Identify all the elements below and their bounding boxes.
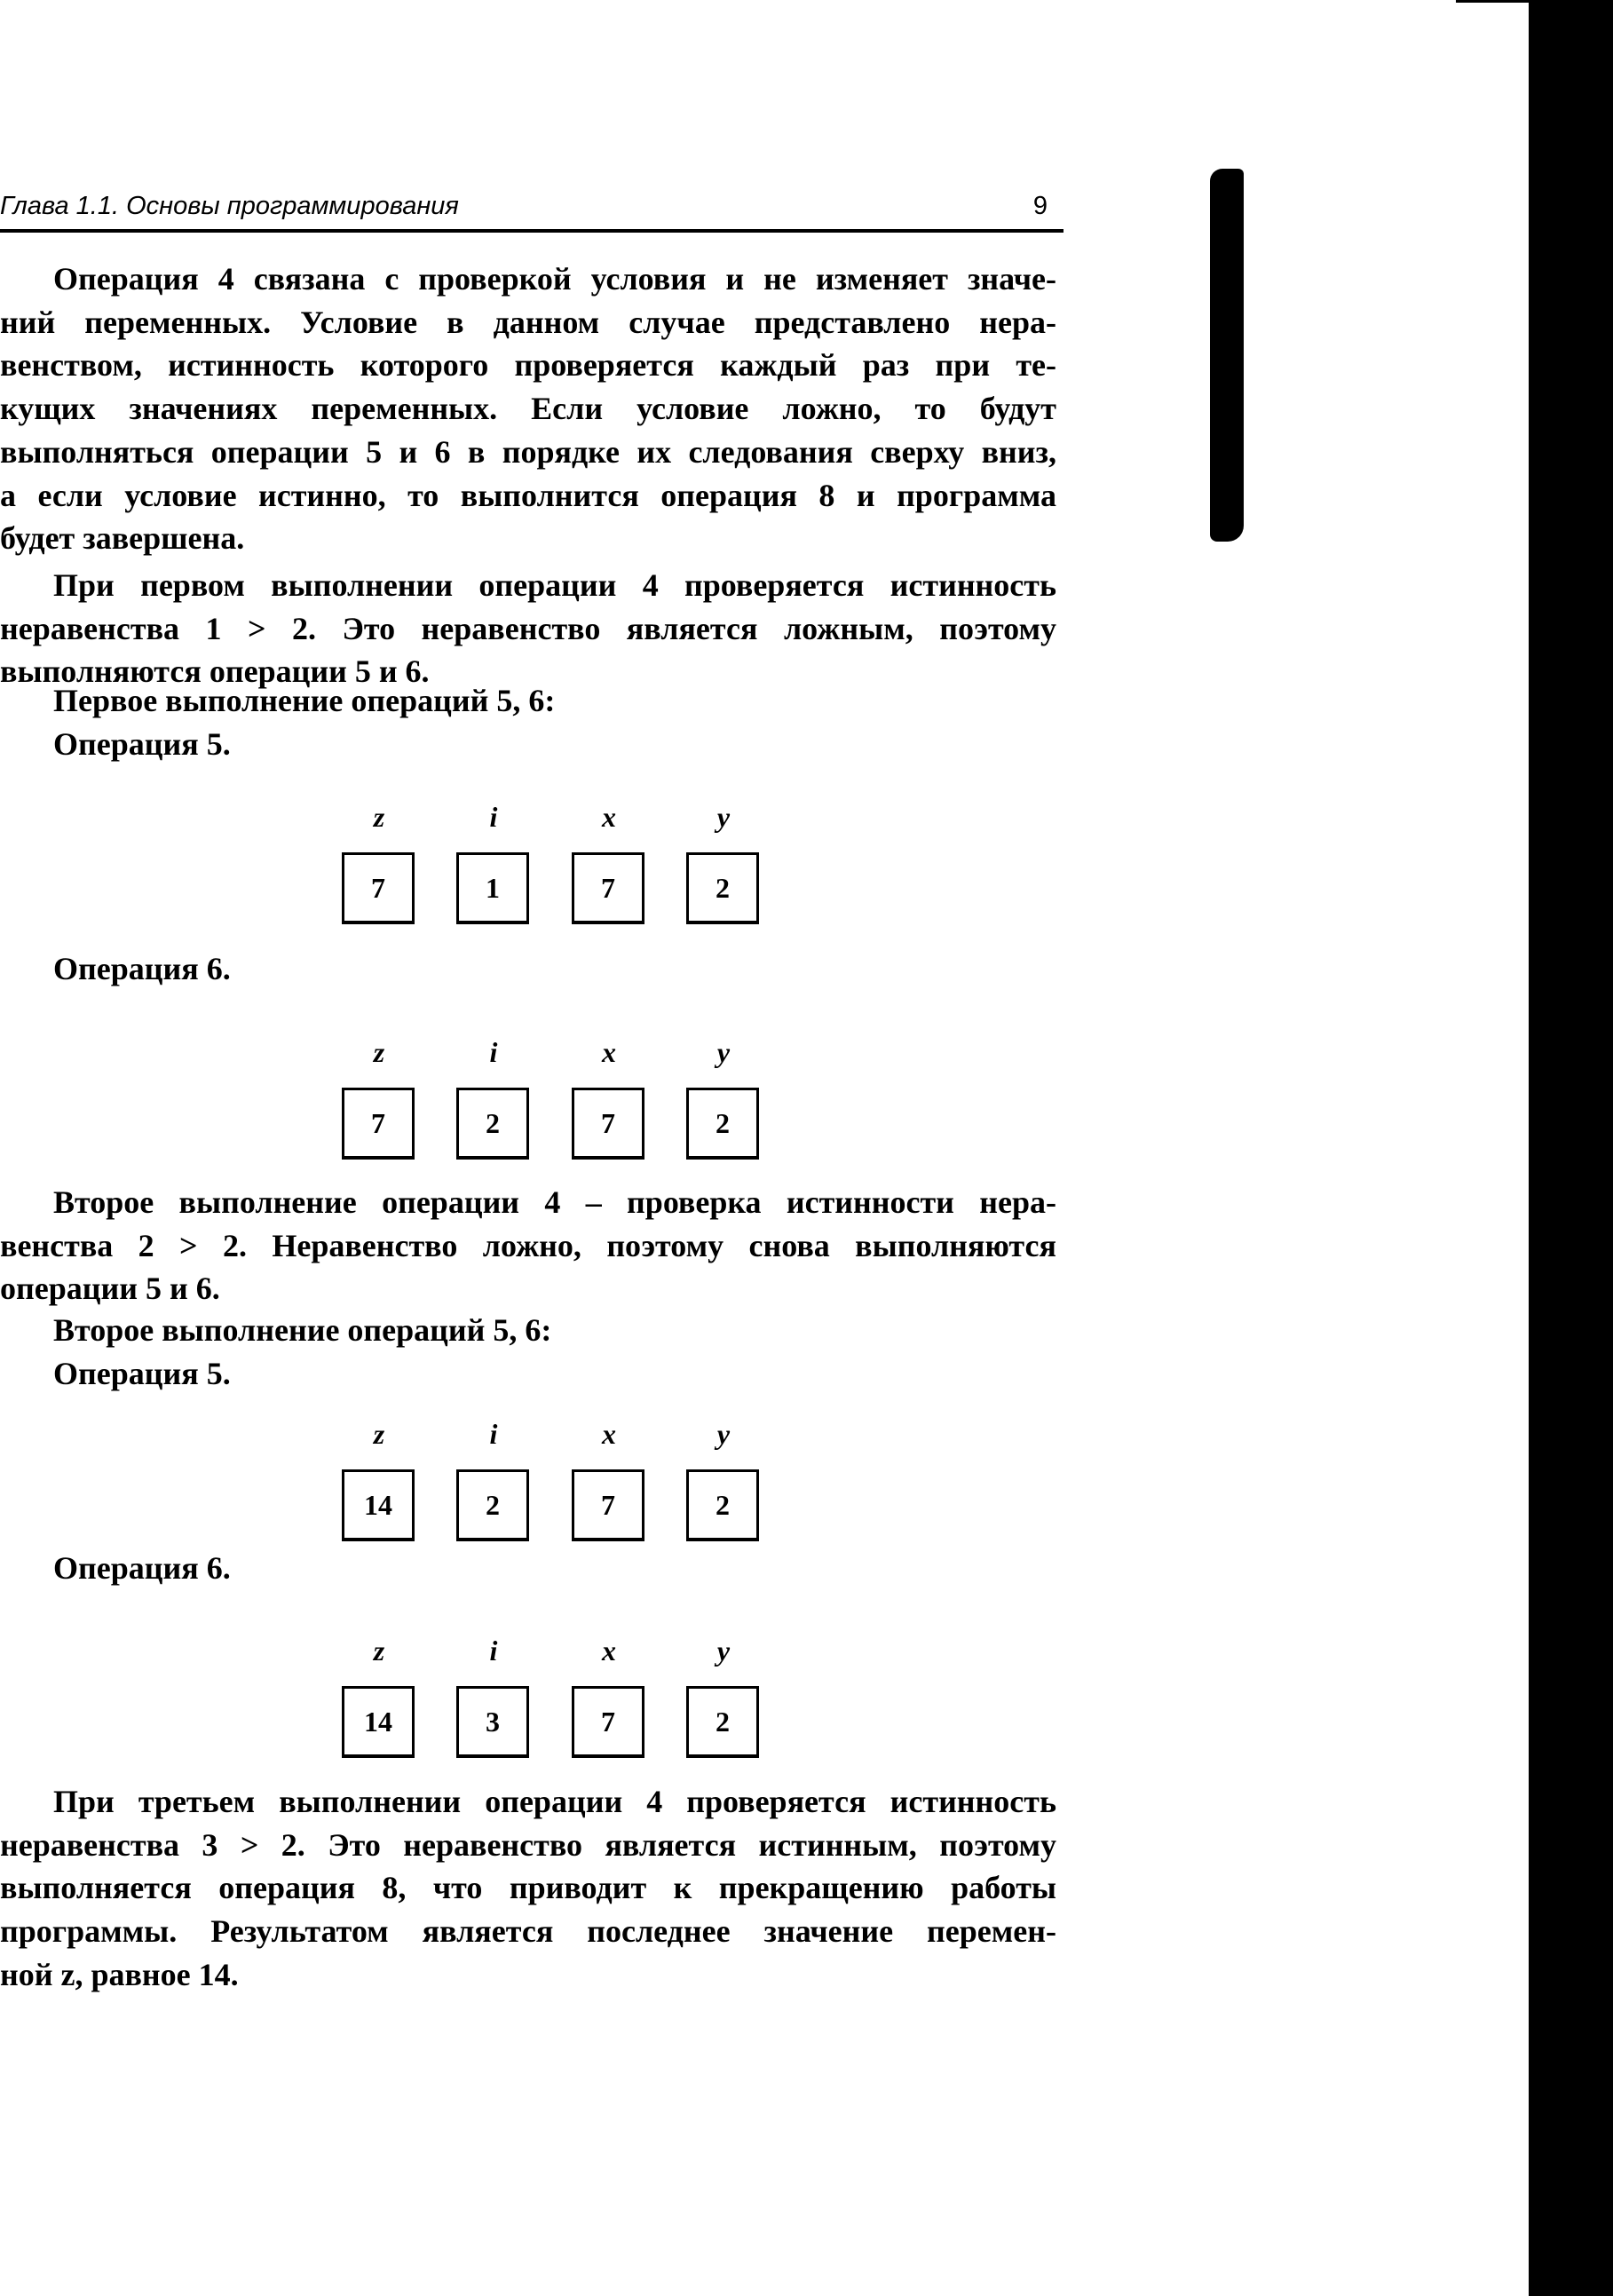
text-line: ной z, равное 14.	[0, 1956, 239, 1992]
variable-cell	[456, 1034, 531, 1160]
text-line: венства 2 > 2. Неравенство ложно, поэтому снова выполняются	[0, 1227, 1056, 1263]
chapter-title: Глава 1.1. Основы программирования	[0, 192, 459, 220]
text-line: неравенства 1 > 2. Это неравенство является ложным, поэтому	[0, 610, 1056, 646]
variable-cell	[342, 1633, 416, 1758]
variable-value-box: 7	[572, 1088, 644, 1160]
variable-value-box: 7	[342, 852, 415, 924]
variable-name: y	[716, 1635, 731, 1667]
operation-label: Операция 6.	[53, 1550, 231, 1586]
variable-value-box: 7	[572, 852, 644, 924]
variable-value-box: 7	[572, 1686, 644, 1758]
variable-cell	[456, 1633, 531, 1758]
variable-value-box: 7	[572, 1469, 644, 1541]
text-line: выполняться операции 5 и 6 в порядке их следования сверху вниз,	[0, 433, 1056, 470]
variables-diagram	[0, 799, 888, 914]
variable-name: i	[489, 801, 498, 833]
paragraph	[0, 1181, 1056, 1310]
variable-value-box: 2	[686, 852, 759, 924]
text-line: При первом выполнении операции 4 проверяется истинность	[53, 567, 1056, 603]
paragraph	[0, 564, 1056, 693]
text-line: При третьем выполнении операции 4 проверяется истинность	[53, 1784, 1056, 1819]
variable-value-box: 3	[456, 1686, 529, 1758]
text-line: Операция 4 связана с проверкой условия и не изменяет значе-	[53, 261, 1056, 297]
text-line: кущих значениях переменных. Если условие ложно, то будут	[0, 391, 1056, 427]
variable-cell	[686, 1034, 761, 1160]
variable-cell	[686, 799, 761, 924]
paragraph	[0, 1780, 1056, 1997]
text-line: будет завершена.	[0, 520, 245, 557]
variable-value-box: 14	[342, 1469, 415, 1541]
variable-cell	[342, 1416, 416, 1541]
variable-cell	[342, 1034, 416, 1160]
variables-diagram	[0, 1034, 888, 1150]
text-line: Второе выполнение операции 4 – проверка истинности нера-	[53, 1184, 1056, 1220]
text-line: операции 5 и 6.	[0, 1271, 220, 1307]
variable-value-box: 1	[456, 852, 529, 924]
text-line: выполняется операция 8, что приводит к прекращению работы	[0, 1870, 1056, 1906]
operation-label: Операция 6.	[53, 951, 231, 986]
variable-name: x	[602, 1418, 616, 1450]
variable-cell	[572, 1416, 646, 1541]
variable-cell	[456, 1416, 531, 1541]
paragraph	[0, 257, 1056, 560]
running-header	[0, 188, 1063, 233]
variable-cell	[572, 799, 646, 924]
variable-name: i	[489, 1418, 498, 1450]
variable-name: y	[716, 1418, 731, 1450]
text-line: венством, истинность которого проверяется каждый раз при те-	[0, 347, 1056, 384]
variable-name: x	[602, 1036, 616, 1068]
second-run-label: Второе выполнение операций 5, 6:	[53, 1312, 552, 1348]
variable-value-box: 2	[456, 1088, 529, 1160]
page-number: 9	[1032, 192, 1048, 220]
variable-name: x	[602, 1635, 616, 1667]
variables-diagram	[0, 1633, 888, 1748]
operation-label: Операция 5.	[53, 1356, 231, 1391]
text-line: а если условие истинно, то выполнится операция 8 и программа	[0, 477, 1056, 513]
variable-value-box: 14	[342, 1686, 415, 1758]
text-line: программы. Результатом является последнее значение перемен-	[0, 1913, 1056, 1950]
scan-edge-shadow	[1529, 0, 1613, 2296]
variable-value-box: 7	[342, 1088, 415, 1160]
variables-diagram	[0, 1416, 888, 1532]
variable-value-box: 2	[686, 1469, 759, 1541]
variable-name: z	[373, 1036, 385, 1068]
variable-name: y	[716, 801, 731, 833]
variable-cell	[686, 1416, 761, 1541]
variable-cell	[686, 1633, 761, 1758]
variable-value-box: 2	[686, 1686, 759, 1758]
variable-value-box: 2	[456, 1469, 529, 1541]
variable-cell	[456, 799, 531, 924]
scan-artifact-bar	[1210, 169, 1244, 542]
text-line: ний переменных. Условие в данном случае представлено нера-	[0, 304, 1056, 340]
variable-name: i	[489, 1635, 498, 1667]
variable-cell	[572, 1034, 646, 1160]
variable-name: x	[602, 801, 616, 833]
variable-name: z	[373, 1635, 385, 1667]
text-line: выполняются операции 5 и 6.	[0, 653, 430, 690]
variable-value-box: 2	[686, 1088, 759, 1160]
operation-label: Операция 5.	[53, 726, 231, 762]
variable-name: i	[489, 1036, 498, 1068]
variable-cell	[572, 1633, 646, 1758]
variable-name: z	[373, 801, 385, 833]
variable-name: z	[373, 1418, 385, 1450]
text-line: неравенства 3 > 2. Это неравенство является истинным, поэтому	[0, 1826, 1056, 1863]
variable-name: y	[716, 1036, 731, 1068]
variable-cell	[342, 799, 416, 924]
first-run-label: Первое выполнение операций 5, 6:	[53, 683, 556, 718]
